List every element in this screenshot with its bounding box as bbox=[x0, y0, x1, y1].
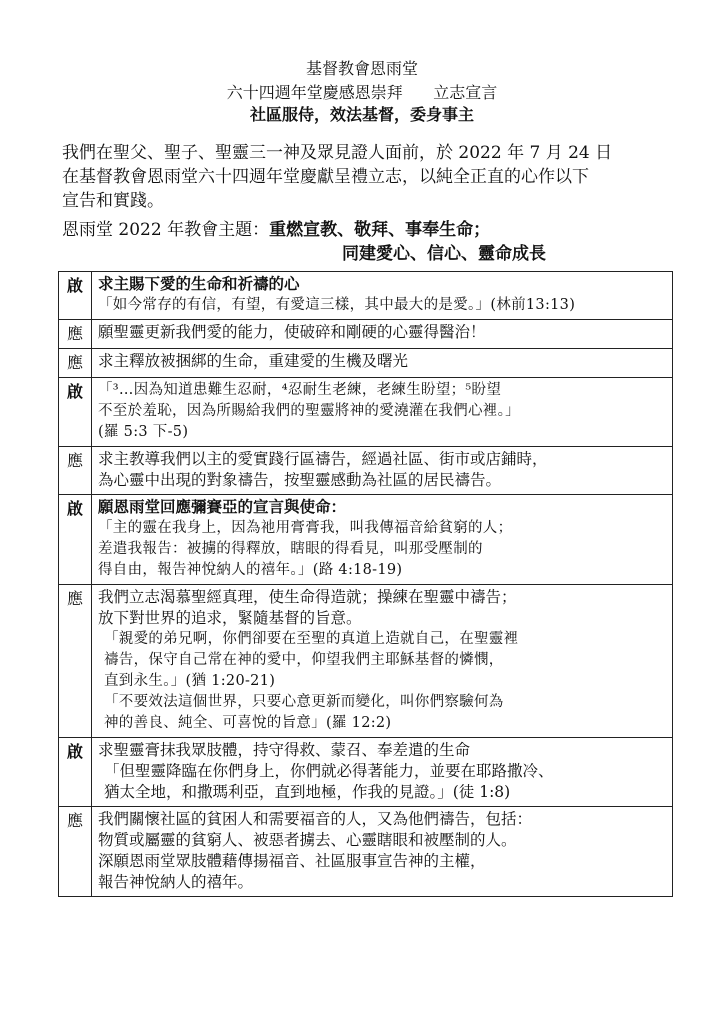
church-name: 基督教會恩雨堂 bbox=[305, 59, 418, 78]
content-line: 求主賜下愛的生命和祈禱的心 bbox=[98, 275, 300, 293]
content-line: 差遣我報告：被擄的得釋放，瞎眼的得看見，叫那受壓制的 bbox=[98, 541, 483, 557]
role-cell: 應 bbox=[59, 807, 92, 897]
role-cell: 啟 bbox=[59, 495, 92, 585]
theme-text-1: 重燃宣教、敬拜、事奉生命； bbox=[269, 220, 491, 240]
content-cell bbox=[92, 495, 673, 585]
content-line: (羅 5:3 下-5) bbox=[98, 424, 189, 440]
declaration-row bbox=[59, 320, 673, 349]
content-line: 深願恩雨堂眾肢體藉傳揚福音、社區服事宣告神的主權， bbox=[98, 852, 486, 870]
theme-line-1 bbox=[62, 219, 670, 242]
content-line: 「不要效法這個世界，只要心意更新而變化，叫你們察驗何為 bbox=[104, 694, 504, 710]
content-cell bbox=[92, 738, 673, 807]
role-cell: 應 bbox=[59, 585, 92, 738]
intro-line-3: 宣告和實踐。 bbox=[62, 191, 164, 211]
content-line: 放下對世界的追求，緊隨基督的旨意。 bbox=[98, 609, 362, 627]
content-line: 不至於羞恥，因為所賜給我們的聖靈將神的愛澆灌在我們心裡。」 bbox=[98, 403, 520, 419]
content-cell bbox=[92, 447, 673, 495]
content-line: 物質或屬靈的貧窮人、被惡者擄去、心靈瞎眼和被壓制的人。 bbox=[98, 831, 517, 849]
content-line: 禱告，保守自己常在神的愛中，仰望我們主耶穌基督的憐憫， bbox=[104, 652, 504, 668]
content-line: 「親愛的弟兄啊，你們卻要在至聖的真道上造就自己，在聖靈裡 bbox=[104, 631, 519, 647]
role-cell: 啟 bbox=[59, 272, 92, 320]
slogan: 社區服侍，效法基督，委身事主 bbox=[249, 105, 474, 124]
role-cell: 啟 bbox=[59, 378, 92, 447]
content-line: 「³…因為知道患難生忍耐，⁴忍耐生老練，老練生盼望；⁵盼望 bbox=[98, 382, 502, 398]
role-cell: 啟 bbox=[59, 738, 92, 807]
content-line: 報告神悅納人的禧年。 bbox=[98, 873, 254, 891]
content-line: 我們關懷社區的貧困人和需要福音的人，又為他們禱告，包括： bbox=[98, 810, 533, 828]
role-cell: 應 bbox=[59, 447, 92, 495]
declaration-row bbox=[59, 738, 673, 807]
content-line: 為心靈中出現的對象禱告，按聖靈感動為社區的居民禱告。 bbox=[98, 471, 502, 489]
content-line: 神的善良、純全、可喜悅的旨意」(羅 12:2) bbox=[104, 715, 392, 731]
content-line: 我們立志渴慕聖經真理，使生命得造就；操練在聖靈中禱告； bbox=[98, 588, 517, 606]
content-cell bbox=[92, 349, 673, 378]
content-line: 求主釋放被捆綁的生命，重建愛的生機及曙光 bbox=[98, 352, 409, 370]
content-line: 願恩雨堂回應彌賽亞的宣言與使命： bbox=[98, 498, 347, 516]
declaration-table bbox=[58, 271, 673, 897]
content-line: 求聖靈膏抹我眾肢體，持守得救、蒙召、奉差遣的生命 bbox=[98, 741, 471, 759]
declaration-row bbox=[59, 378, 673, 447]
service-title: 六十四週年堂慶感恩崇拜 立志宣言 bbox=[226, 83, 498, 102]
content-line: 得自由，報告神悅納人的禧年。」(路 4:18-19) bbox=[98, 562, 403, 578]
content-line: 願聖靈更新我們愛的能力，使破碎和剛硬的心靈得醫治！ bbox=[98, 323, 486, 341]
intro-line-2: 在基督教會恩雨堂六十四週年堂慶獻呈禮立志，以純全正直的心作以下 bbox=[62, 167, 589, 187]
declaration-row bbox=[59, 447, 673, 495]
declaration-row bbox=[59, 272, 673, 320]
declaration-row bbox=[59, 585, 673, 738]
declaration-row bbox=[59, 495, 673, 585]
theme-text-2: 同建愛心、信心、靈命成長 bbox=[342, 244, 546, 264]
content-line: 求主教導我們以主的愛實踐行區禱告，經過社區、街市或店鋪時， bbox=[98, 450, 548, 468]
content-line: 猶太全地，和撒瑪利亞，直到地極，作我的見證。」(徒 1:8) bbox=[104, 783, 511, 801]
theme-label: 恩雨堂 2022 年教會主題： bbox=[62, 220, 270, 240]
content-cell bbox=[92, 378, 673, 447]
content-cell bbox=[92, 585, 673, 738]
role-cell: 應 bbox=[59, 320, 92, 349]
content-line: 「主的靈在我身上，因為祂用膏膏我，叫我傳福音給貧窮的人； bbox=[98, 520, 513, 536]
content-cell bbox=[92, 807, 673, 897]
content-line: 直到永生。」(猶 1:20-21) bbox=[104, 673, 276, 689]
role-cell: 應 bbox=[59, 349, 92, 378]
content-line: 「但聖靈降臨在你們身上，你們就必得著能力，並要在耶路撒冷、 bbox=[104, 762, 554, 780]
declaration-row bbox=[59, 349, 673, 378]
content-cell bbox=[92, 272, 673, 320]
declaration-row bbox=[59, 807, 673, 897]
content-cell bbox=[92, 320, 673, 349]
intro-line-1: 我們在聖父、聖子、聖靈三一神及眾見證人面前，於 2022 年 7 月 24 日 bbox=[62, 143, 613, 163]
content-line: 「如今常存的有信，有望，有愛這三樣，其中最大的是愛。」(林前13:13) bbox=[98, 297, 576, 313]
